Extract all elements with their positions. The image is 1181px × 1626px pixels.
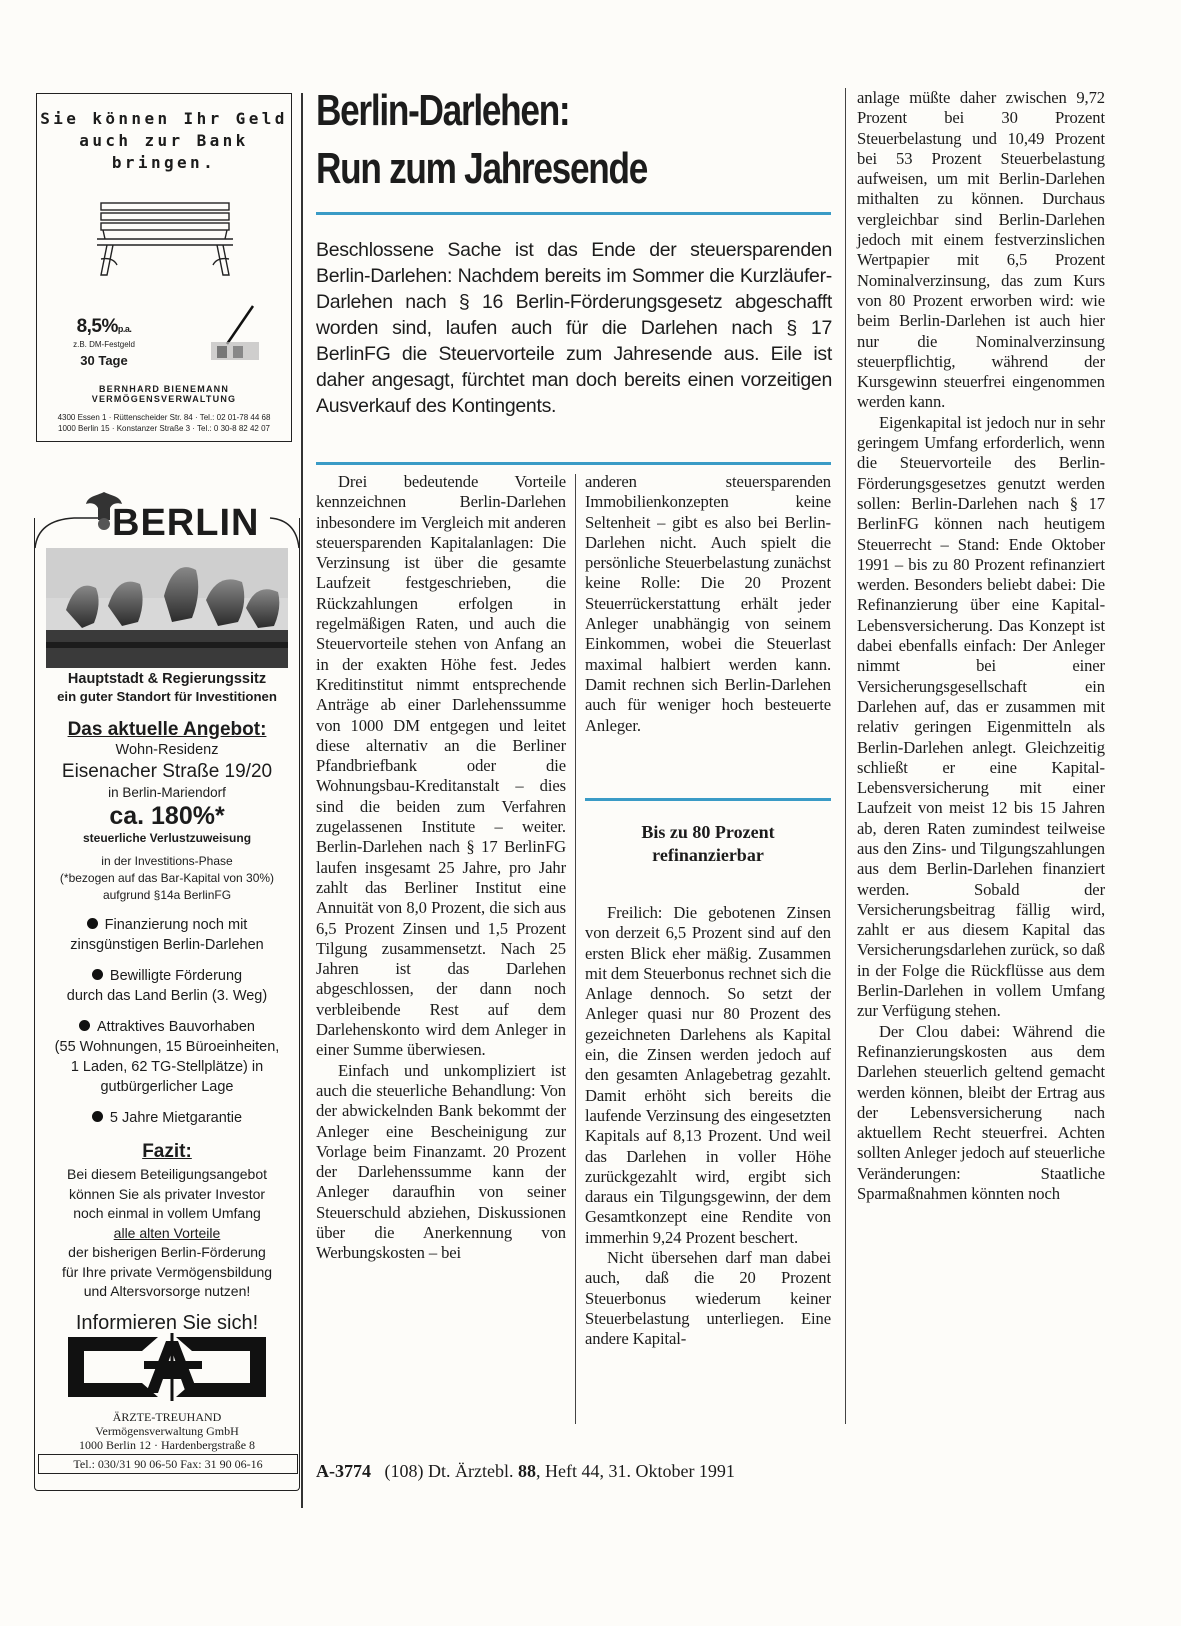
bullet-icon — [79, 1020, 90, 1031]
phase-note — [40, 853, 294, 904]
column-separator — [845, 88, 846, 1424]
ad-body — [40, 671, 294, 1335]
bullet-text: (55 Wohnungen, 15 Büroeinheiten, — [54, 1039, 280, 1055]
article-lead: Beschlossene Sache ist das Ende der steuersparenden Berlin-Darlehen: Nachdem bereits im Sommer die Kurzläufer-Darlehen nach § 16 Berlin-Förderungsgesetz abgeschafft worden sind, laufen auch für die Darlehen nach § 17 BerlinFG die Steuervorteile zum Jahresende aus. Eile ist daher angesagt, fürchtet man doch bereits einen vorzeitigen Ausverkauf des Kontingents. — [316, 239, 832, 417]
column-divider — [301, 93, 303, 1508]
fazit-line: können Sie als privater Investor — [68, 1185, 266, 1202]
quadriga-image — [46, 548, 288, 668]
bullet-funding — [40, 966, 294, 1006]
bank-ad-term: 30 Tage — [80, 353, 128, 368]
fazit-heading: Fazit: — [142, 1141, 192, 1162]
lead-rule — [316, 462, 831, 465]
subheading-rule — [585, 798, 831, 801]
bullet-text: Finanzierung noch mit — [104, 917, 248, 933]
citation-suffix: , Heft 44, 31. Oktober 1991 — [535, 1461, 735, 1481]
bullet-icon — [92, 1111, 103, 1122]
logo-lettering: ÄT — [167, 1375, 169, 1376]
article-column-2-top — [585, 472, 831, 736]
coin-pen-icon — [207, 304, 263, 364]
column-separator — [575, 474, 576, 1424]
fazit-line: alle alten Vorteile — [113, 1224, 221, 1241]
cta-inform: Informieren Sie sich! — [75, 1311, 259, 1334]
fazit-line: und Altersvorsorge nutzen! — [83, 1283, 251, 1299]
bank-ad-rate: 8,5% — [76, 316, 118, 337]
fazit-line: für Ihre private Vermögensbildung — [61, 1263, 273, 1280]
bullet-icon — [87, 918, 98, 929]
paragraph: Drei bedeutende Vorteile kennzeichnen Berlin-Darlehen inbesondere im Vergleich mit anderen steuersparenden Kapitalanlagen: Die Verzinsung ist über die gesamte Laufzeit festgeschrieben, die Rückzahlungen erfolgen in regelmäßigen Raten, und auch die Steuervorteile stehen von Anfang an in der exakten Höhe fest. Jedes Kreditinstitut nimmt entsprechende Anträge ab einer Darlehenssumme von 1000 DM entgegen und leitet diese alternativ an die Berliner Pfandbriefbank oder die Wohnungsbau-Kreditanstalt – dies sind die beiden zum Verfahren zugelassenen Institute – weiter. Berlin-Darlehen nach § 17 BerlinFG laufen insgesamt 25 Jahre, pro Jahr zahlt das Berliner Institut eine Annuität von 8,0 Prozent, die sich aus 6,5 Prozent Zinsen und 1,5 Prozent Tilgung zusammensetzt. Nach 25 Jahren ist das Darlehen abgeschlossen, der dann noch verbleibende Rest auf dem Darlehenskonto wird dem Anleger in einer Summe überwiesen. — [316, 472, 566, 1060]
bullet-financing — [40, 915, 294, 955]
subheading-box — [585, 798, 831, 876]
offer-heading: Das aktuelle Angebot: — [67, 719, 267, 740]
tagline-capital: Hauptstadt & Regierungssitz — [67, 671, 267, 687]
article-column-2-bottom — [585, 903, 831, 1350]
firm-subtitle: Vermögensverwaltung GmbH — [95, 1424, 239, 1438]
paragraph: Einfach und unkompliziert ist auch die steuerliche Behandlung: Von der abwickelnden Bank bekommt der Anleger eine Bescheinigung zur Vorlage beim Finanzamt. 20 Prozent der Darlehenssumme kann der Anleger daraufhin von seiner Steuerschuld abziehen, Diskussionen über die Anerkennung von Werbungskosten – bei — [316, 1060, 566, 1263]
article-column-3 — [857, 88, 1105, 1204]
offer-street: Eisenacher Straße 19/20 — [61, 761, 273, 782]
article-headline — [316, 82, 828, 198]
article-column-1 — [316, 472, 566, 1264]
offer-type: Wohn-Residenz — [115, 742, 219, 758]
phase-note-line: (*bezogen auf das Bar-Kapital von 30%) — [59, 871, 275, 885]
paragraph: anderen steuersparenden Immobilienkonzepten keine Seltenheit – gibt es also bei Berlin-Darlehen nicht. Auch spielt die persönliche Steuerbelastung zunächst keine Rolle: Die 20 Prozent Steuerrückerstattung erhält jeder Anleger unabhängig von seinem Einkommen, wobei die Steuerlast maximal halbiert werden kann. Damit rechnen sich Berlin-Darlehen auch für weniger hoch besteuerte Anleger. — [585, 472, 831, 735]
fazit-line: noch einmal in vollem Umfang — [73, 1205, 261, 1221]
berlin-investment-ad — [34, 488, 300, 1491]
bank-ad-address-berlin: 1000 Berlin 15 · Konstanzer Straße 3 · Tel.: 0 30-8 82 42 07 — [58, 424, 270, 433]
bank-ad-rate-suffix: p.a. — [117, 324, 132, 334]
fazit-body — [40, 1165, 294, 1302]
bank-ad-firm: BERNHARD BIENEMANN VERMÖGENSVERWALTUNG — [91, 384, 237, 404]
bullet-text: Bewilligte Förderung — [109, 968, 243, 984]
citation-prefix: (108) Dt. Ärztebl. — [384, 1461, 514, 1481]
firm-block — [34, 1410, 300, 1452]
loss-percentage: ca. 180%* — [109, 802, 225, 830]
phase-note-line: in der Investitions-Phase — [101, 854, 233, 868]
subheading-line-1: Bis zu 80 Prozent — [641, 821, 775, 842]
bullet-rent-guarantee — [40, 1108, 294, 1128]
paragraph: Freilich: Die gebotenen Zinsen von derzeit 6,5 Prozent sind auf den ersten Blick eher mäßig. Zusammen mit dem Steuerbonus rechnet sich die Anlage dennoch. So setzt der Anleger quasi nur 80 Prozent des gezeichneten Darlehens als Kapital ein, die Zinsen werden jedoch auf den gesamten Anlagebetrag gezahlt. Damit erhöht sich bereits die laufende Verzinsung des eingesetzten Kapitals auf 8,13 Prozent. Und weil das Darlehen in voller Höhe zurückgezahlt wird, ergibt sich daraus ein Tilgungsgewinn, der dem Gesamtkonzept eine Rendite von immerhin 9,24 Prozent beschert. — [585, 903, 831, 1247]
bench-illustration — [93, 199, 237, 279]
bank-ad-headline: Sie können Ihr Geld auch zur Bank bringen. — [40, 109, 288, 172]
headline-line-2: Run zum Jahresende — [316, 144, 648, 193]
firm-address: 1000 Berlin 12 · Hardenbergstraße 8 — [78, 1438, 256, 1452]
bullet-text: durch das Land Berlin (3. Weg) — [66, 988, 268, 1004]
headline-rule — [316, 212, 831, 215]
bank-ad-rate-note: z.B. DM-Festgeld — [73, 340, 135, 349]
subheading-line-2: refinanzierbar — [652, 844, 764, 865]
berlin-title: BERLIN — [112, 502, 260, 544]
bullet-text: 5 Jahre Mietgarantie — [109, 1110, 243, 1126]
firm-name: ÄRZTE-TREUHAND — [112, 1410, 222, 1424]
fazit-line: Bei diesem Beteiligungsangebot — [66, 1166, 268, 1182]
bullet-project — [40, 1017, 294, 1097]
paragraph: Der Clou dabei: Während die Refinanzierungskosten aus dem Darlehen steuerlich geltend gemacht werden können, bleibt der Ertrag aus der Lebensversicherung nach aktuellem Recht steuerfrei. Achten sollten Anleger jedoch auf steuerliche Veränderungen: Staatliche Sparmaßnahmen könnten noch — [857, 1021, 1105, 1204]
firm-phone: Tel.: 030/31 90 06-50 Fax: 31 90 06-16 — [38, 1454, 298, 1474]
bullet-text: Attraktives Bauvorhaben — [97, 1019, 255, 1035]
headline-line-1: Berlin-Darlehen: — [316, 86, 570, 135]
bullet-text: gutbürgerlicher Lage — [100, 1079, 234, 1095]
bullet-text: 1 Laden, 62 TG-Stellplätze) in — [70, 1059, 264, 1075]
paragraph: Eigenkapital ist jedoch nur in sehr geringem Umfang erforderlich, wenn die Steuervorteile des Berlin-Förderungsgesetzes genutzt werden sollen: Berlin-Darlehen nach § 17 BerlinFG können nach heutigem Steuerrecht – Stand: Ende Oktober 1991 – bis zu 80 Prozent refinanziert werden. Besonders beliebt dabei: Die Refinanzierung über eine Kapital-Lebensversicherung. Das Konzept ist dabei ebenfalls einfach: Der Anleger nimmt bei einer Versicherungsgesellschaft ein Darlehen auf, das er zusammen mit relativ geringen Eigenmitteln als Berlin-Darlehen anlegt. Gleichzeitig schließt er eine Kapital-Lebensversicherung mit einer Laufzeit von meist 12 bis 15 Jahren ab, deren Raten zumindest teilweise aus den Zins- und Tilgungszahlungen aus dem Berlin-Darlehen finanziert werden. Sobald der Versicherungsbeitrag fällig wird, zahlt er aus diesem Kapital das Versicherungsdarlehen zurück, so daß in der Folge die Rückflüsse aus dem Berlin-Darlehen in vollem Umfang zur Verfügung stehen. — [857, 412, 1105, 1021]
offer-district: in Berlin-Mariendorf — [108, 785, 226, 800]
tagline-location: ein guter Standort für Investitionen — [57, 689, 277, 704]
bank-ad-rate-block — [59, 316, 149, 368]
aerzte-treuhand-logo — [62, 1331, 272, 1403]
fazit-line: der bisherigen Berlin-Förderung — [68, 1244, 266, 1260]
bullet-icon — [92, 969, 103, 980]
bank-ad-address-essen: 4300 Essen 1 · Rüttenscheider Str. 84 · Tel.: 02 01-78 44 68 — [57, 413, 271, 422]
paragraph: Nicht übersehen darf man dabei auch, daß die 20 Prozent Steuerbonus wiederum keiner Steuerbelastung unterliegen. Eine andere Kapital- — [585, 1248, 831, 1349]
bank-ad — [36, 93, 292, 442]
bullet-text: zinsgünstigen Berlin-Darlehen — [70, 937, 264, 953]
paragraph: anlage müßte daher zwischen 9,72 Prozent bei 30 Prozent Steuerbelastung und 10,49 Prozent bei 53 Prozent Steuerbelastung aufweisen, um mit Berlin-Darlehen mithalten zu können. Durchaus vergleichbar sind Berlin-Darlehen jedoch mit einem festverzinslichen Wertpapier mit 6,5 Prozent Nominalverzinsung, das zum Kurs von 80 Prozent erworben wird: wie beim Berlin-Darlehen ist auch hier nur die Nominalverzinsung steuerpflichtig, während der Kursgewinn steuerfrei eingenommen werden kann. — [857, 88, 1105, 412]
volume-number: 88 — [517, 1461, 536, 1481]
page-code: A-3774 — [316, 1461, 371, 1481]
loss-label: steuerliche Verlustzuweisung — [82, 831, 252, 845]
page-footer — [316, 1461, 916, 1482]
phase-note-line: aufgrund §14a BerlinFG — [102, 888, 232, 902]
